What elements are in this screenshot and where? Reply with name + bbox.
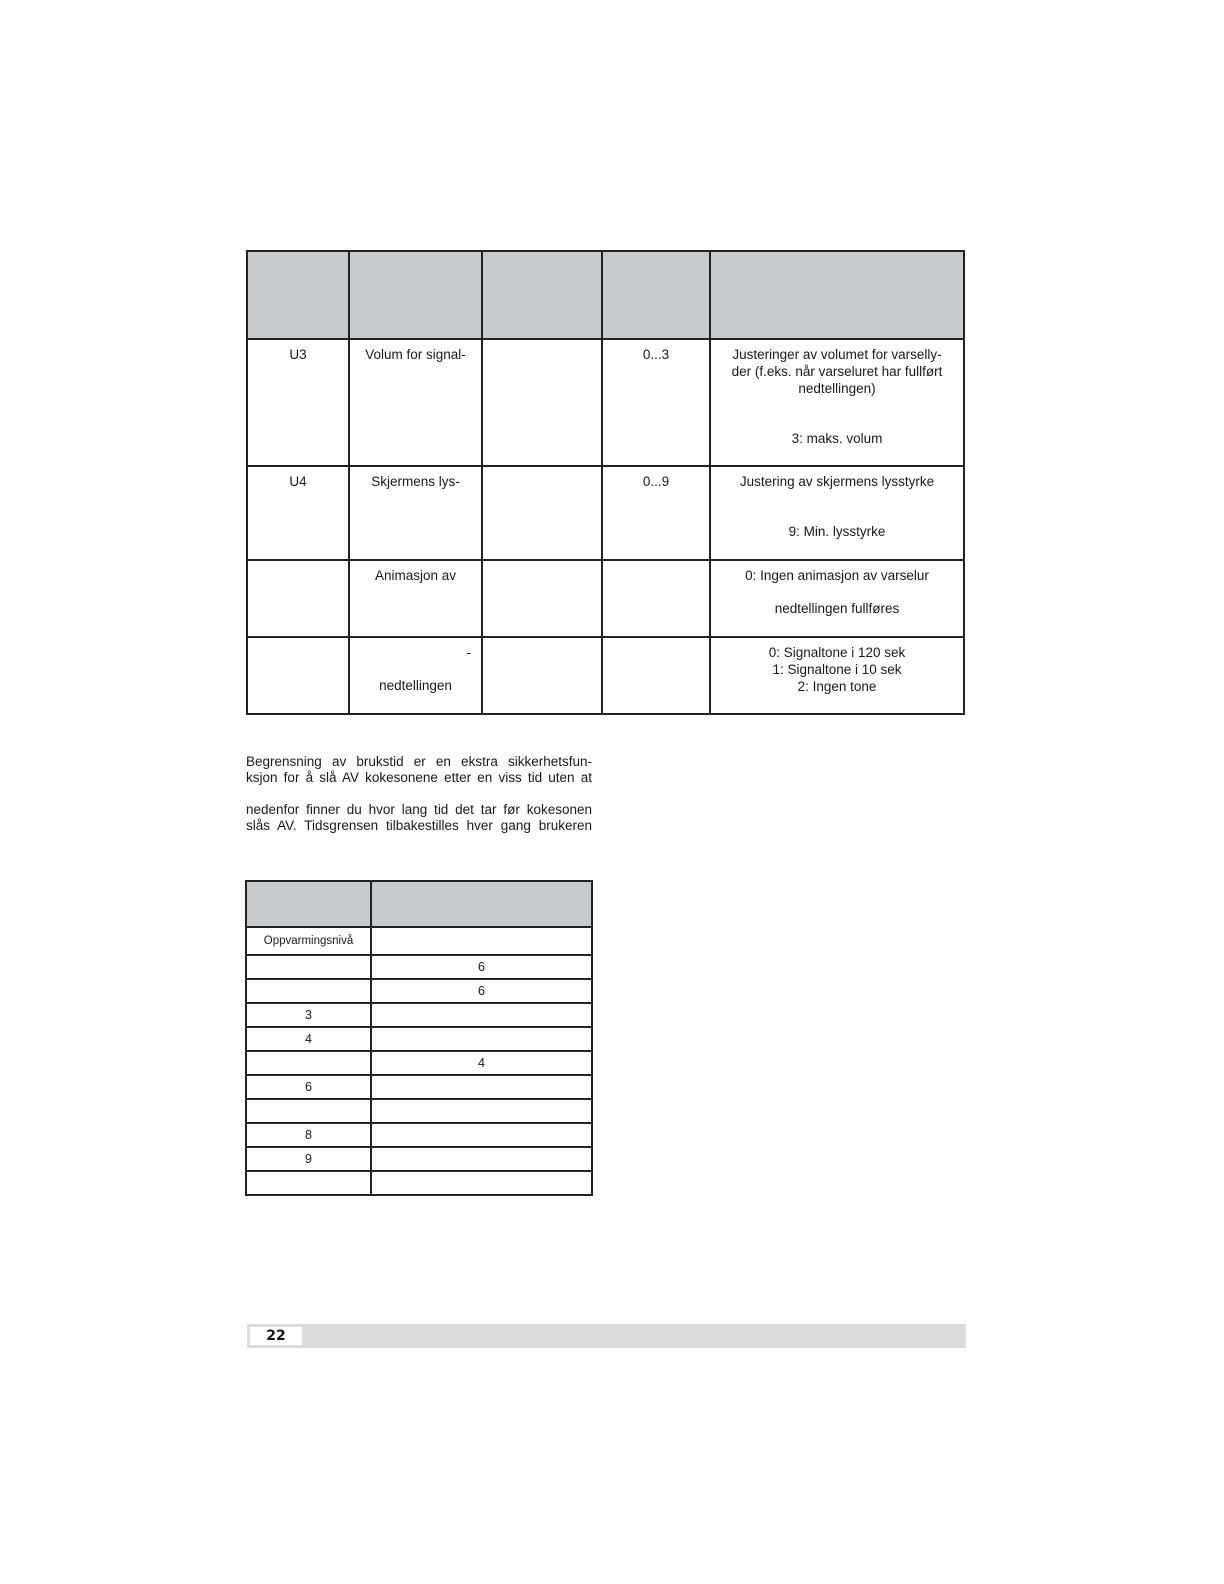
- table-row: [246, 1147, 592, 1171]
- setting-description: [710, 339, 964, 466]
- setting-range: 0...3: [602, 339, 710, 466]
- header-cell: [247, 251, 349, 339]
- description-line: 0: Ingen animasjon av varselur: [745, 568, 929, 583]
- time-limit-cell: [371, 1003, 592, 1027]
- description-line: der (f.eks. når varseluret har fullført: [731, 364, 943, 379]
- table-row: [246, 955, 592, 979]
- heat-level-cell: [246, 955, 371, 979]
- table-row: [246, 927, 592, 955]
- name-continuation: -: [466, 645, 471, 660]
- setting-description: [710, 560, 964, 637]
- description-line: 0: Signaltone i 120 sek: [768, 645, 906, 660]
- paragraph-line: nedenfor finner du hvor lang tid det tar før kokesonen: [246, 802, 592, 817]
- settings-table: [246, 250, 965, 715]
- heat-level-cell: 6: [246, 1075, 371, 1099]
- paragraph-line: ksjon for å slå AV kokesonene etter en viss tid uten at: [246, 770, 592, 785]
- setting-range: [602, 637, 710, 714]
- description-line: 1: Signaltone i 10 sek: [772, 662, 902, 677]
- header-cell: [246, 881, 371, 927]
- heat-level-cell: 8: [246, 1123, 371, 1147]
- heat-level-cell: [246, 1099, 371, 1123]
- body-paragraph: [246, 802, 592, 834]
- header-cell: [482, 251, 602, 339]
- setting-value: [482, 339, 602, 466]
- heat-level-label: Oppvarmingsnivå: [246, 927, 371, 955]
- setting-description: [710, 466, 964, 560]
- table-row: [246, 1123, 592, 1147]
- table-row: [246, 1075, 592, 1099]
- table-row: [247, 637, 964, 714]
- heat-level-cell: [246, 1171, 371, 1195]
- setting-name: Skjermens lys-: [349, 466, 482, 560]
- header-cell: [371, 881, 592, 927]
- setting-value: [482, 560, 602, 637]
- time-limit-cell: [371, 1171, 592, 1195]
- paragraph-line: slås AV. Tidsgrensen tilbakestilles hver gang brukeren: [246, 818, 592, 833]
- time-limit-cell: [371, 927, 592, 955]
- description-line: Justeringer av volumet for varselly-: [732, 347, 942, 362]
- setting-range: [602, 560, 710, 637]
- table-row: [246, 979, 592, 1003]
- setting-code: U4: [247, 466, 349, 560]
- header-cell: [710, 251, 964, 339]
- time-limit-cell: [371, 1075, 592, 1099]
- table-row: [246, 1099, 592, 1123]
- time-limit-cell: [371, 1147, 592, 1171]
- setting-code: [247, 560, 349, 637]
- setting-description: [710, 637, 964, 714]
- setting-range: 0...9: [602, 466, 710, 560]
- table-row: [246, 1003, 592, 1027]
- setting-code: [247, 637, 349, 714]
- heat-level-table: [245, 880, 593, 1196]
- setting-name: [349, 637, 482, 714]
- setting-value: [482, 637, 602, 714]
- table-row: [246, 1051, 592, 1075]
- heat-level-cell: [246, 1051, 371, 1075]
- name-line: nedtellingen: [379, 678, 452, 693]
- heat-level-cell: 4: [246, 1027, 371, 1051]
- header-cell: [349, 251, 482, 339]
- setting-name: Volum for signal-: [349, 339, 482, 466]
- time-limit-cell: 6: [371, 979, 592, 1003]
- description-line: 3: maks. volum: [791, 431, 883, 446]
- time-limit-cell: 4: [371, 1051, 592, 1075]
- description-line: nedtellingen fullføres: [774, 601, 900, 616]
- heat-level-cell: 9: [246, 1147, 371, 1171]
- time-limit-cell: [371, 1027, 592, 1051]
- description-line: nedtellingen): [798, 381, 876, 396]
- page-footer: [247, 1324, 966, 1348]
- time-limit-cell: [371, 1099, 592, 1123]
- description-line: 9: Min. lysstyrke: [788, 524, 886, 539]
- setting-name: Animasjon av: [349, 560, 482, 637]
- settings-table-header: [247, 251, 964, 339]
- paragraph-line: Begrensning av brukstid er en ekstra sikkerhetsfun-: [246, 754, 592, 769]
- setting-value: [482, 466, 602, 560]
- time-limit-cell: 6: [371, 955, 592, 979]
- setting-code: U3: [247, 339, 349, 466]
- table-row: [246, 1171, 592, 1195]
- heat-level-cell: 3: [246, 1003, 371, 1027]
- page-number: 22: [250, 1327, 302, 1345]
- time-limit-cell: [371, 1123, 592, 1147]
- description-line: Justering av skjermens lysstyrke: [739, 474, 935, 489]
- heat-level-cell: [246, 979, 371, 1003]
- table-row: [247, 466, 964, 560]
- heat-level-table-header: [246, 881, 592, 927]
- table-row: [247, 339, 964, 466]
- body-paragraph: [246, 754, 592, 786]
- header-cell: [602, 251, 710, 339]
- table-row: [247, 560, 964, 637]
- description-line: 2: Ingen tone: [797, 679, 877, 694]
- table-row: [246, 1027, 592, 1051]
